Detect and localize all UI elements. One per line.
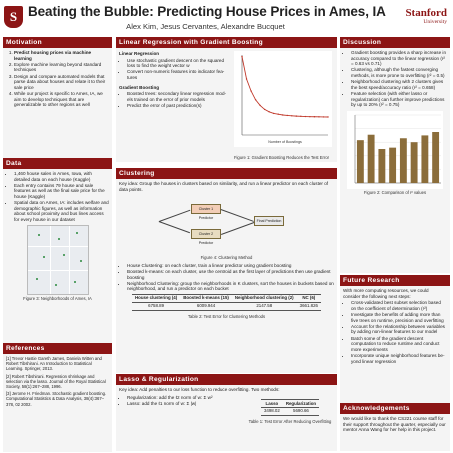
section-body [340, 286, 450, 408]
item-text: Spatial data on Ames, IA: includes welfare and demographic figures, as well as information about school proximity and bus lines access for every house in our dataset [14, 200, 109, 222]
stanford-shield-logo [4, 6, 23, 28]
data-point [264, 109, 265, 110]
clustering-diagram [119, 194, 334, 254]
test-error-line-chart [234, 51, 332, 147]
item-text: Use stochastic gradient descent on the squared loss to find the weight vector w [127, 57, 225, 69]
motivation-section [3, 37, 112, 160]
list-item [351, 353, 447, 364]
table-cell: 5690.66 [283, 407, 319, 415]
table-header: Boosted k-means (15) [180, 294, 232, 302]
list-item [127, 91, 229, 102]
figure-caption: Figure 2: Comparison of r² values [363, 189, 427, 195]
section-body [3, 169, 112, 349]
section-title: Future Research [340, 275, 450, 286]
data-point [314, 116, 315, 117]
table-caption: Table 2: Test Error for Clustering Methods [187, 313, 266, 319]
item-text: Investigate the benefits of adding more than five trees on runtime, precision and overfitting [351, 311, 444, 323]
item-text: Explore machine learning beyond standard techniques [14, 61, 102, 73]
item-text: Predict housing prices via machine learning [14, 50, 92, 61]
table-header: Neighborhood clustering (2) [232, 294, 297, 302]
item-text: Gradient boosting provides a sharp increase in accuracy compared to the linear regression (r² = 0.63 vs 0.71) [351, 50, 446, 67]
item-text: Neighborhood clustering with 2 clusters gives the best speed/accuracy ratio (r² = 0.658) [351, 79, 444, 90]
list-item [127, 263, 334, 269]
item-text: Regularization: add the ℓ2 norm of w: Σ w² [127, 394, 213, 400]
section-body [340, 48, 450, 273]
list-item [351, 91, 447, 108]
list-item [351, 79, 447, 90]
data-point [259, 105, 260, 106]
data-point [291, 115, 292, 116]
item-text: Lasso: add the ℓ1 norm of w: Σ |w| [127, 400, 197, 406]
figure-caption: Figure 3: Neighborhoods of Ames, IA [23, 295, 92, 301]
item-text: House Clustering: on each cluster, train a linear predictor using gradient boosting [127, 262, 292, 268]
item-text: 1,460 house sales in Ames, Iowa, with detailed data on each house (Kaggle) [14, 171, 92, 182]
section-title: Lasso & Regularization [116, 374, 337, 385]
list-item [14, 171, 109, 182]
list-item [14, 91, 109, 108]
data-point [241, 56, 242, 57]
references-section [3, 343, 112, 452]
data-point [255, 99, 256, 100]
table-cell: 6758.89 [132, 302, 180, 310]
data-point [268, 111, 269, 112]
table-cell: 2147.58 [232, 302, 297, 310]
section-title: Acknowledgements [340, 403, 450, 414]
key-idea: Key idea: Group the houses in clusters based on similarity, and run a linear predictor on each cluster of data points. [119, 181, 329, 192]
table-cell: 3661.826 [297, 302, 321, 310]
item-text: While our project is specific to Ames, IA, we aim to develop techniques that are generalizable to other regions as well [14, 90, 103, 108]
ack-text: We would like to thank the CS221 course staff for their support throughout the quarter, especially our mentor Anna Wang for her help in this project. [343, 416, 446, 433]
section-body [116, 48, 337, 162]
intro-text: With more computing resources, we could consider the following next steps: [343, 288, 429, 299]
data-point [287, 115, 288, 116]
bar [368, 134, 375, 182]
reference-item: [3] Jerome H. Friedman. Stochastic gradient boosting. Computational Statistics & Data Analysis, 38(4):367–378, 02 2002. [6, 391, 107, 407]
item-text: Incorporate unique neighborhood features beyond linear regression [351, 352, 445, 364]
lasso-section [116, 374, 337, 451]
cluster2-box: Cluster 2 Predictor [191, 229, 221, 239]
discussion-section [340, 37, 450, 273]
section-title: Discussion [340, 37, 450, 48]
section-title: Motivation [3, 37, 112, 48]
item-text: Batch some of the gradient descent computation to reduce runtime and conduct more experiments [351, 335, 440, 352]
item-text: Predict the error of past prediction(s) [127, 102, 202, 108]
section-body [116, 385, 337, 451]
list-item [127, 69, 229, 80]
table-cell: 3498.02 [261, 407, 283, 415]
subheading: Gradient Boosting [119, 84, 160, 90]
data-point [296, 115, 297, 116]
item-text: Design and compare automated models that parse data about houses and relate it to their sale price [14, 73, 106, 90]
item-text: Convert non-numeric features into indicator features [127, 69, 225, 80]
data-point [305, 116, 306, 117]
item-text: Each entry contains 79 house and sale features as well as the final sale price for the house (Kaggle) [14, 182, 105, 199]
cluster1-box: Cluster 1 Predictor [191, 204, 221, 214]
poster-title: Beating the Bubble: Predicting House Prices in Ames, IA [28, 4, 386, 19]
section-title: Clustering [116, 168, 337, 179]
data-point [273, 113, 274, 114]
data-point [318, 116, 319, 117]
data-point [246, 78, 247, 79]
item-text: Account for the relationship between variables by adding non-linear features to our model [351, 323, 445, 335]
section-body [3, 48, 112, 160]
key-idea: Key idea: Add penalties to our loss function to reduce overfitting. Two methods: [119, 387, 280, 392]
list-item [351, 336, 447, 353]
data-point [323, 116, 324, 117]
data-point [327, 116, 328, 117]
bar [378, 149, 385, 183]
table-cell: 6009.944 [180, 302, 232, 310]
logo-letter: S [9, 9, 18, 24]
item-text: Boosted trees: secondary linear regression models trained on the error of prior models [127, 91, 227, 102]
poster-authors: Alex Kim, Jesus Cervantes, Alexandre Bucquet [126, 22, 285, 31]
list-item [351, 300, 447, 311]
clustering-section [116, 168, 337, 373]
logo-sub: University [423, 19, 447, 25]
list-item [127, 103, 229, 109]
list-item [351, 324, 447, 335]
data-point [300, 116, 301, 117]
bar [400, 138, 407, 183]
bar [411, 142, 418, 183]
item-text: Neighborhood Clustering: group the neighborhoods in K clusters, sort the houses in buckets based on neighborhood, and run a predictor on each bucket [127, 280, 334, 292]
bar [432, 132, 439, 183]
r2-bar-chart [347, 111, 443, 189]
acknowledgements-section [340, 403, 450, 451]
table-header: Lasso [261, 400, 283, 408]
bar [389, 147, 396, 182]
linreg-section [116, 37, 337, 162]
table-row [132, 302, 321, 310]
list-item [14, 74, 109, 91]
ames-neighborhood-map [27, 225, 89, 295]
table-row [261, 407, 319, 415]
item-text: Cross-validated best subset selection based on the coefficient of determination (r²) [351, 300, 441, 311]
future-research-section [340, 275, 450, 408]
section-body [3, 354, 112, 452]
section-title: References [3, 343, 112, 354]
list-item [351, 50, 447, 67]
list-item [127, 395, 239, 401]
table-header: Regularization [283, 400, 319, 408]
list-item [127, 58, 229, 69]
reference-item: [2] Robert Tibshirani. Regression shrinkage and selection via the lasso. Journal of the Royal Statistical Society, 58(1):267–288, 1996. [6, 373, 106, 390]
final-prediction-box: Final Prediction [254, 216, 284, 226]
data-point [309, 116, 310, 117]
stanford-wordmark-logo [387, 8, 447, 26]
data-section [3, 158, 112, 349]
list-item [14, 200, 109, 222]
item-text: Clustering, although the fastest converging methods, is more prone to overfitting (r² = 0.5) [351, 67, 445, 78]
data-point [282, 114, 283, 115]
item-text: Boosted k-means: on each cluster, use the centroid as the first layer of predictions then use gradient boosting [127, 268, 331, 280]
figure-caption: Figure 1: Gradient Boosting Reduces the Test Error [233, 155, 330, 161]
subheading: Linear Regression [119, 51, 160, 56]
section-body [116, 179, 337, 373]
table-header: House clustering (4) [132, 294, 180, 302]
list-item [127, 281, 334, 292]
logo-name: Stanford [405, 7, 447, 19]
bar [357, 140, 364, 183]
list-item [351, 67, 447, 78]
data-point [278, 114, 279, 115]
table-header: NC (6) [297, 294, 321, 302]
clustering-table [132, 294, 321, 311]
figure-caption: Figure 4: Clustering Method [200, 255, 253, 261]
list-item [127, 401, 239, 407]
list-item [127, 269, 334, 280]
reference-item: [1] Trevor Hastie Gareth James, Daniela Witten and Robert Tibshirani. An Introduction to Statistical Learning. Springer, 2013. [6, 356, 102, 372]
x-axis-label: Number of Boostings [268, 140, 302, 144]
list-item [14, 183, 109, 200]
bar [421, 135, 428, 183]
item-text: Feature selection (with either lasso or regularization) can further improve predictions by up to 20% (r² = 0.75) [351, 90, 445, 108]
lasso-table [261, 399, 319, 416]
section-title: Linear Regression with Gradient Boosting [116, 37, 337, 48]
table-caption: Table 1: Test Error After Reducing Overfitting [248, 418, 332, 424]
list-item [351, 312, 447, 323]
list-item [14, 62, 109, 73]
list-item [14, 50, 109, 61]
data-point [250, 90, 251, 91]
section-title: Data [3, 158, 112, 169]
chart-background [234, 51, 332, 147]
section-body [340, 414, 450, 451]
